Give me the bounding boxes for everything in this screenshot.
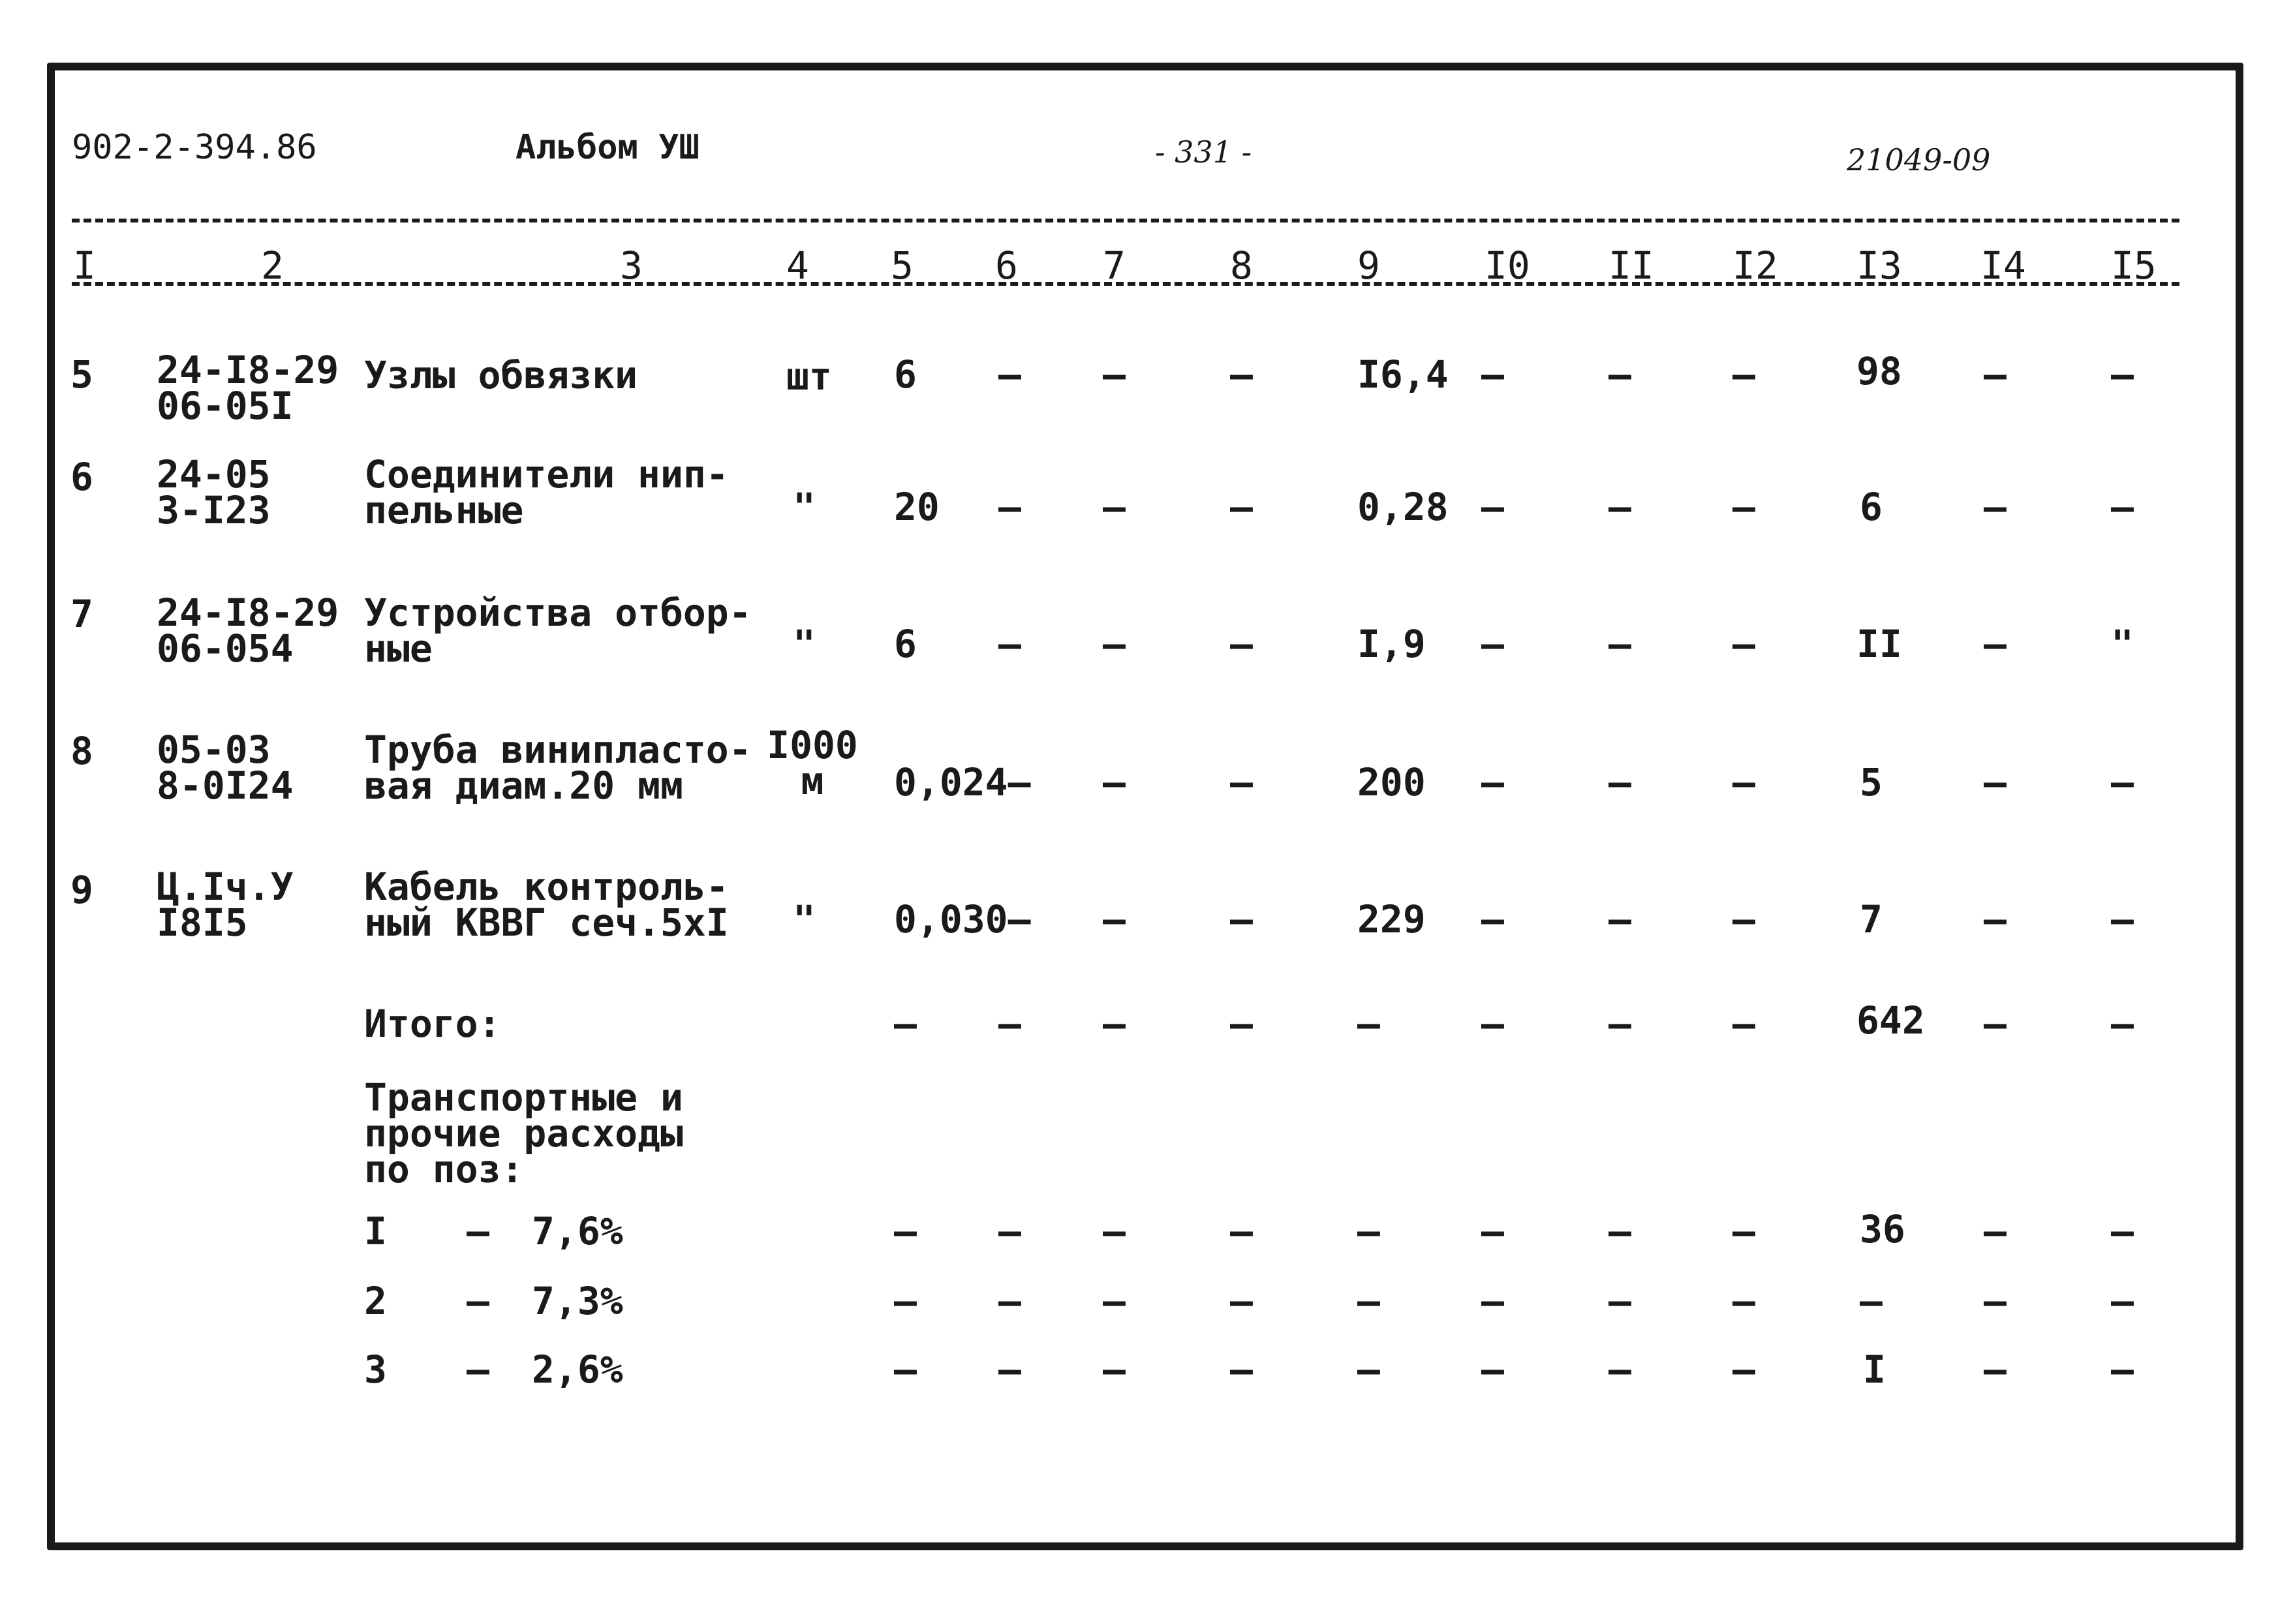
cell-c12: –: [1732, 760, 1755, 804]
cell-c14: –: [1984, 760, 2007, 804]
cell-c8: –: [1230, 1279, 1253, 1323]
cell-c15: –: [2111, 1002, 2134, 1046]
sheet-code: 21049-09: [1847, 142, 1991, 177]
cell-c5: 0,024–: [894, 760, 1031, 804]
row-unit: ": [793, 897, 816, 942]
cell-c6: –: [998, 352, 1021, 397]
cell-c8: –: [1230, 897, 1253, 942]
cell-c10: –: [1481, 897, 1504, 942]
col-header-14: I4: [1980, 243, 2026, 288]
col-header-7: 7: [1103, 243, 1126, 288]
row-code: 24-I8-29 06-05I: [157, 348, 339, 429]
cell-c8: –: [1230, 352, 1253, 397]
cell-c7: –: [1103, 1002, 1126, 1046]
cell-c6: –: [998, 1002, 1021, 1046]
cell-c12: –: [1732, 485, 1755, 529]
cell-c7: –: [1103, 352, 1126, 397]
col-header-9: 9: [1357, 243, 1380, 288]
cell-c11: –: [1608, 622, 1631, 666]
cell-c9: –: [1357, 1209, 1380, 1253]
row-number: 6: [70, 455, 93, 499]
cell-c12: –: [1732, 1347, 1755, 1392]
col-header-3: 3: [620, 243, 643, 288]
cell-c12: –: [1732, 352, 1755, 397]
cell-c13: 36: [1860, 1207, 1905, 1251]
cell-c9: 200: [1357, 760, 1426, 804]
cell-c11: –: [1608, 1209, 1631, 1253]
cell-c5: –: [894, 1002, 917, 1046]
cell-c11: –: [1608, 760, 1631, 804]
col-header-13: I3: [1856, 243, 1902, 288]
cell-c15: –: [2111, 485, 2134, 529]
transport-dash: –: [467, 1209, 489, 1253]
cell-c12: –: [1732, 1209, 1755, 1253]
transport-pos: 2: [364, 1279, 387, 1323]
transport-dash: –: [467, 1279, 489, 1323]
transport-pct: 2,6%: [532, 1347, 623, 1392]
cell-c14: –: [1984, 352, 2007, 397]
cell-c9: –: [1357, 1279, 1380, 1323]
doc-code: 902-2-394.86: [72, 128, 317, 167]
cell-c9: 0,28: [1357, 485, 1449, 529]
row-number: 8: [70, 729, 93, 773]
cell-c10: –: [1481, 485, 1504, 529]
cell-c13: 6: [1860, 485, 1883, 529]
cell-c10: –: [1481, 1209, 1504, 1253]
cell-c6: –: [998, 1279, 1021, 1323]
cell-c11: –: [1608, 1279, 1631, 1323]
transport-pos: 3: [364, 1347, 387, 1392]
cell-c15: –: [2111, 1209, 2134, 1253]
cell-c10: –: [1481, 1279, 1504, 1323]
cell-c8: –: [1230, 1002, 1253, 1046]
cell-c6: –: [998, 1209, 1021, 1253]
row-unit: ": [793, 622, 816, 666]
cell-c14: –: [1984, 897, 2007, 942]
total-label: Итого:: [364, 1002, 501, 1046]
cell-c11: –: [1608, 1002, 1631, 1046]
col-header-10: I0: [1485, 243, 1530, 288]
cell-c5: –: [894, 1279, 917, 1323]
col-header-1: I: [73, 243, 96, 288]
cell-c11: –: [1608, 897, 1631, 942]
cell-c14: –: [1984, 1209, 2007, 1253]
transport-dash: –: [467, 1347, 489, 1392]
row-number: 5: [70, 352, 93, 397]
row-name: Труба винипласто- вая диам.20 мм: [364, 728, 752, 808]
cell-c6: –: [998, 1347, 1021, 1392]
cell-c5: 20: [894, 485, 940, 529]
cell-c6: –: [998, 485, 1021, 529]
cell-c7: –: [1103, 1347, 1126, 1392]
cell-c12: –: [1732, 622, 1755, 666]
cell-c9: –: [1357, 1002, 1380, 1046]
cell-c11: –: [1608, 1347, 1631, 1392]
cell-c5: –: [894, 1209, 917, 1253]
row-code: 24-05 3-I23: [157, 452, 271, 533]
cell-c13: II: [1856, 622, 1902, 666]
cell-c10: –: [1481, 1347, 1504, 1392]
cell-c13: 642: [1856, 998, 1925, 1043]
header-rule-top: [72, 219, 2179, 222]
cell-c13: –: [1860, 1279, 1883, 1323]
cell-c7: –: [1103, 622, 1126, 666]
row-unit: I000 м: [767, 723, 858, 804]
row-number: 9: [70, 868, 93, 912]
cell-c15: –: [2111, 1279, 2134, 1323]
cell-c8: –: [1230, 485, 1253, 529]
col-header-12: I2: [1732, 243, 1778, 288]
cell-c7: –: [1103, 897, 1126, 942]
cell-c15: –: [2111, 352, 2134, 397]
row-unit: шт: [786, 354, 832, 399]
cell-c14: –: [1984, 1279, 2007, 1323]
cell-c14: –: [1984, 1347, 2007, 1392]
cell-c15: –: [2111, 1347, 2134, 1392]
cell-c8: –: [1230, 1347, 1253, 1392]
cell-c12: –: [1732, 1279, 1755, 1323]
col-header-5: 5: [891, 243, 914, 288]
col-header-6: 6: [995, 243, 1018, 288]
album-label: Альбом УШ: [516, 128, 700, 167]
col-header-2: 2: [261, 243, 284, 288]
cell-c13: 5: [1860, 760, 1883, 804]
row-name: Соединители нип- пельные: [364, 452, 729, 533]
row-name: Узлы обвязки: [364, 353, 638, 397]
cell-c11: –: [1608, 352, 1631, 397]
cell-c13: 7: [1860, 897, 1883, 942]
cell-c11: –: [1608, 485, 1631, 529]
cell-c7: –: [1103, 1279, 1126, 1323]
cell-c14: –: [1984, 485, 2007, 529]
cell-c5: 6: [894, 622, 917, 666]
cell-c10: –: [1481, 1002, 1504, 1046]
cell-c9: I,9: [1357, 622, 1426, 666]
cell-c15: ": [2111, 622, 2134, 666]
cell-c8: –: [1230, 622, 1253, 666]
cell-c5: –: [894, 1347, 917, 1392]
cell-c15: –: [2111, 760, 2134, 804]
cell-c7: –: [1103, 760, 1126, 804]
cell-c10: –: [1481, 760, 1504, 804]
cell-c7: –: [1103, 485, 1126, 529]
cell-c14: –: [1984, 1002, 2007, 1046]
cell-c9: –: [1357, 1347, 1380, 1392]
col-header-15: I5: [2111, 243, 2157, 288]
row-number: 7: [70, 592, 93, 636]
row-name: Устройства отбор- ные: [364, 590, 752, 671]
cell-c8: –: [1230, 760, 1253, 804]
col-header-11: II: [1608, 243, 1654, 288]
cell-c7: –: [1103, 1209, 1126, 1253]
col-header-8: 8: [1230, 243, 1253, 288]
cell-c9: I6,4: [1357, 352, 1449, 397]
cell-c6: –: [998, 622, 1021, 666]
page-number: - 331 -: [1155, 134, 1252, 170]
cell-c12: –: [1732, 1002, 1755, 1046]
cell-c13: I: [1863, 1347, 1886, 1392]
col-header-4: 4: [786, 243, 809, 288]
cell-c5: 6: [894, 352, 917, 397]
cell-c10: –: [1481, 352, 1504, 397]
transport-pct: 7,3%: [532, 1279, 623, 1323]
row-code: Ц.Iч.У I8I5: [157, 865, 294, 945]
cell-c10: –: [1481, 622, 1504, 666]
cell-c15: –: [2111, 897, 2134, 942]
transport-label: Транспортные и прочие расходы по поз:: [364, 1075, 683, 1192]
cell-c13: 98: [1856, 349, 1902, 393]
cell-c9: 229: [1357, 897, 1426, 942]
row-code: 05-03 8-0I24: [157, 728, 294, 808]
cell-c12: –: [1732, 897, 1755, 942]
row-name: Кабель контроль- ный КВВГ сеч.5хI: [364, 865, 729, 945]
cell-c14: –: [1984, 622, 2007, 666]
transport-pos: I: [364, 1209, 387, 1253]
cell-c5: 0,030–: [894, 897, 1031, 942]
row-code: 24-I8-29 06-054: [157, 590, 339, 671]
cell-c8: –: [1230, 1209, 1253, 1253]
row-unit: ": [793, 485, 816, 529]
transport-pct: 7,6%: [532, 1209, 623, 1253]
